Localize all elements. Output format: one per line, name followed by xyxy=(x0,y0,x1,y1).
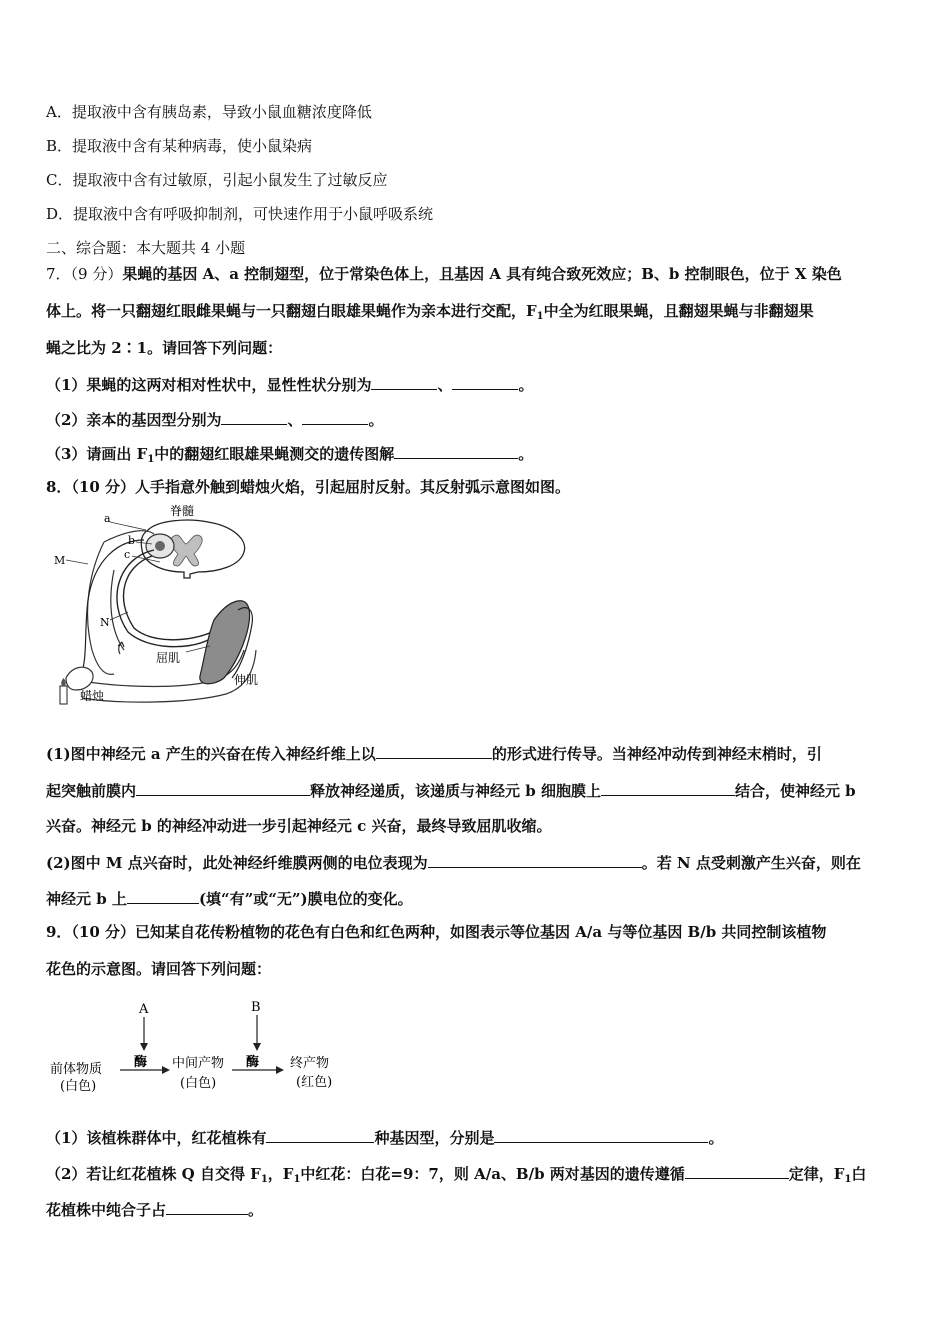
answer-blank[interactable] xyxy=(221,408,287,425)
precursor-color: (白色) xyxy=(60,1079,97,1094)
flame-icon xyxy=(61,678,66,686)
enzyme-label-2: 酶 xyxy=(246,1055,260,1070)
q7-line-1 xyxy=(46,264,842,284)
option-d: D．提取液中含有呼吸抑制剂，可快速作用于小鼠呼吸系统 xyxy=(46,205,434,223)
q7-sub-2 xyxy=(46,408,383,430)
q9-sub2-text-c: 中红花：白花=9：7，则 A/a、B/b 两对基因的遗传遵循 xyxy=(300,1165,685,1183)
label-spinal-cord: 脊髓 xyxy=(170,504,195,518)
q7-line-3: 蝇之比为 2∶1。请回答下列问题： xyxy=(46,339,283,357)
q9-sub2-text-b: ，F xyxy=(267,1165,294,1183)
q9-line-1: 9．（10 分）已知某自花传粉植物的花色有白色和红色两种，如图表示等位基因 A/a 与等位基因 B/b 共同控制该植物 xyxy=(46,923,827,941)
answer-blank[interactable] xyxy=(127,887,199,904)
q7-sub1-end: 。 xyxy=(518,376,534,394)
q7-text-2b: 中全为红眼果蝇，且翻翅果蝇与非翻翅果 xyxy=(543,302,814,320)
q9-sub-3 xyxy=(46,1198,263,1220)
answer-blank[interactable] xyxy=(136,779,310,796)
answer-blank[interactable] xyxy=(394,442,518,459)
q8-text-1a: (1)图中神经元 a 产生的兴奋在传入神经纤维上以 xyxy=(46,745,376,763)
q7-sub: 1 xyxy=(536,311,544,322)
flexor-muscle xyxy=(200,601,250,684)
q9-sub1-text-b: 种基因型，分别是 xyxy=(374,1129,495,1147)
precursor-label: 前体物质 xyxy=(50,1062,103,1077)
section-title: 二、综合题：本大题共 4 小题 xyxy=(46,239,246,257)
final-label: 终产物 xyxy=(290,1056,330,1071)
answer-blank[interactable] xyxy=(371,373,437,390)
gene-b-label: B xyxy=(251,1000,261,1015)
q9-sub3-text: 花植株中纯合子占 xyxy=(46,1201,167,1219)
q7-sub3-text-a: （3）请画出 F xyxy=(46,445,148,463)
answer-blank[interactable] xyxy=(685,1162,789,1179)
q9-sub2-sub3: 1 xyxy=(844,1174,852,1185)
q9-line-2: 花色的示意图。请回答下列问题： xyxy=(46,960,272,978)
label-candle: 蜡烛 xyxy=(80,689,105,703)
q9-sub2-text-a: （2）若让红花植株 Q 自交得 F xyxy=(46,1165,261,1183)
q7-line-2 xyxy=(46,301,814,327)
q9-sub2-text-e: 白 xyxy=(851,1165,867,1183)
candle-body xyxy=(60,686,67,704)
option-a: A．提取液中含有胰岛素，导致小鼠血糖浓度降低 xyxy=(46,103,372,121)
q7-sub1-text: （1）果蝇的这两对相对性状中，显性性状分别为 xyxy=(46,376,372,394)
q9-sub3-end: 。 xyxy=(248,1201,264,1219)
q7-sub1-sep: 、 xyxy=(437,376,453,394)
q9-sub2-text-d: 定律，F xyxy=(788,1165,845,1183)
reflex-arc-figure xyxy=(48,500,274,706)
gene-a-label: A xyxy=(139,1002,149,1017)
q9-sub1-text-a: （1）该植株群体中，红花植株有 xyxy=(46,1129,267,1147)
q7-text-2a: 体上。将一只翻翅红眼雌果蝇与一只翻翅白眼雄果蝇作为亲本进行交配，F xyxy=(46,302,537,320)
final-color: (红色) xyxy=(296,1075,333,1090)
option-b: B．提取液中含有某种病毒，使小鼠染病 xyxy=(46,137,313,155)
afferent-nerve xyxy=(80,540,144,678)
q8-text-2a: 起突触前膜内 xyxy=(46,782,137,800)
answer-blank[interactable] xyxy=(302,408,368,425)
intermediate-label: 中间产物 xyxy=(172,1056,225,1071)
arm-outline xyxy=(88,542,114,674)
q9-sub2-sub2: 1 xyxy=(293,1174,301,1185)
arrow-down-icon xyxy=(140,1043,148,1051)
q8-line-4 xyxy=(46,851,861,873)
q8-text-1b: 的形式进行传导。当神经冲动传到神经末梢时，引 xyxy=(491,745,822,763)
label-flexor: 屈肌 xyxy=(156,651,181,665)
hand-shape xyxy=(66,667,93,690)
q7-sub2-end: 。 xyxy=(368,411,384,429)
leader-line xyxy=(110,522,146,530)
answer-blank[interactable] xyxy=(428,851,642,868)
q8-line-3: 兴奋。神经元 b 的神经冲动进一步引起神经元 c 兴奋，最终导致屈肌收缩。 xyxy=(46,817,552,835)
answer-blank[interactable] xyxy=(376,742,492,759)
q8-intro: 8．（10 分）人手指意外触到蜡烛火焰，引起屈肘反射。其反射弧示意图如图。 xyxy=(46,478,571,496)
q8-line-5 xyxy=(46,887,413,909)
answer-blank[interactable] xyxy=(266,1126,374,1143)
q9-sub-1 xyxy=(46,1126,723,1148)
flower-color-pathway-figure xyxy=(46,995,356,1095)
label-m: M xyxy=(54,554,66,567)
q7-sub-1 xyxy=(46,373,533,395)
label-a: a xyxy=(104,512,111,525)
q7-sub3-end: 。 xyxy=(518,445,534,463)
answer-blank[interactable] xyxy=(494,1126,708,1143)
q9-sub-2 xyxy=(46,1162,866,1190)
answer-blank[interactable] xyxy=(601,779,735,796)
q8-line-1 xyxy=(46,742,822,764)
q7-sub3-text-b: 中的翻翅红眼雄果蝇测交的遗传图解 xyxy=(154,445,395,463)
q7-sub2-text: （2）亲本的基因型分别为 xyxy=(46,411,222,429)
q7-number: 7．（9 分） xyxy=(46,265,123,283)
q8-text-4b: 。若 N 点受刺激产生兴奋，则在 xyxy=(641,854,861,872)
label-b: b xyxy=(128,534,136,547)
q7-sub3-sub: 1 xyxy=(147,454,155,465)
q8-text-2b: 释放神经递质，该递质与神经元 b 细胞膜上 xyxy=(310,782,601,800)
q7-sub-3 xyxy=(46,442,533,470)
q8-text-5b: (填“有”或“无”)膜电位的变化。 xyxy=(198,890,413,908)
q9-sub1-end: 。 xyxy=(708,1129,724,1147)
arm-outline xyxy=(111,570,124,650)
q8-text-2c: 结合，使神经元 b xyxy=(734,782,856,800)
arrow-down-icon xyxy=(253,1043,261,1051)
q8-text-5a: 神经元 b 上 xyxy=(46,890,127,908)
arrow-right-icon xyxy=(276,1066,284,1074)
neuron-b-body xyxy=(155,541,165,551)
arrow-right-icon xyxy=(162,1066,170,1074)
q7-sub2-sep: 、 xyxy=(287,411,303,429)
label-c: c xyxy=(124,548,131,561)
q8-line-2 xyxy=(46,779,856,801)
label-extensor: 伸肌 xyxy=(234,673,259,687)
label-n: N xyxy=(100,616,110,629)
leader-line xyxy=(66,560,88,564)
q9-sub2-sub1: 1 xyxy=(260,1174,268,1185)
q8-text-4a: (2)图中 M 点兴奋时，此处神经纤维膜两侧的电位表现为 xyxy=(46,854,428,872)
q7-text-1: 果蝇的基因 A、a 控制翅型，位于常染色体上，且基因 A 具有纯合致死效应；B、b 控制眼色，位于 X 染色 xyxy=(122,265,842,283)
intermediate-color: (白色) xyxy=(180,1076,217,1091)
answer-blank[interactable] xyxy=(166,1198,248,1215)
answer-blank[interactable] xyxy=(452,373,518,390)
option-c: C．提取液中含有过敏原，引起小鼠发生了过敏反应 xyxy=(46,171,388,189)
enzyme-label-1: 酶 xyxy=(134,1055,148,1070)
